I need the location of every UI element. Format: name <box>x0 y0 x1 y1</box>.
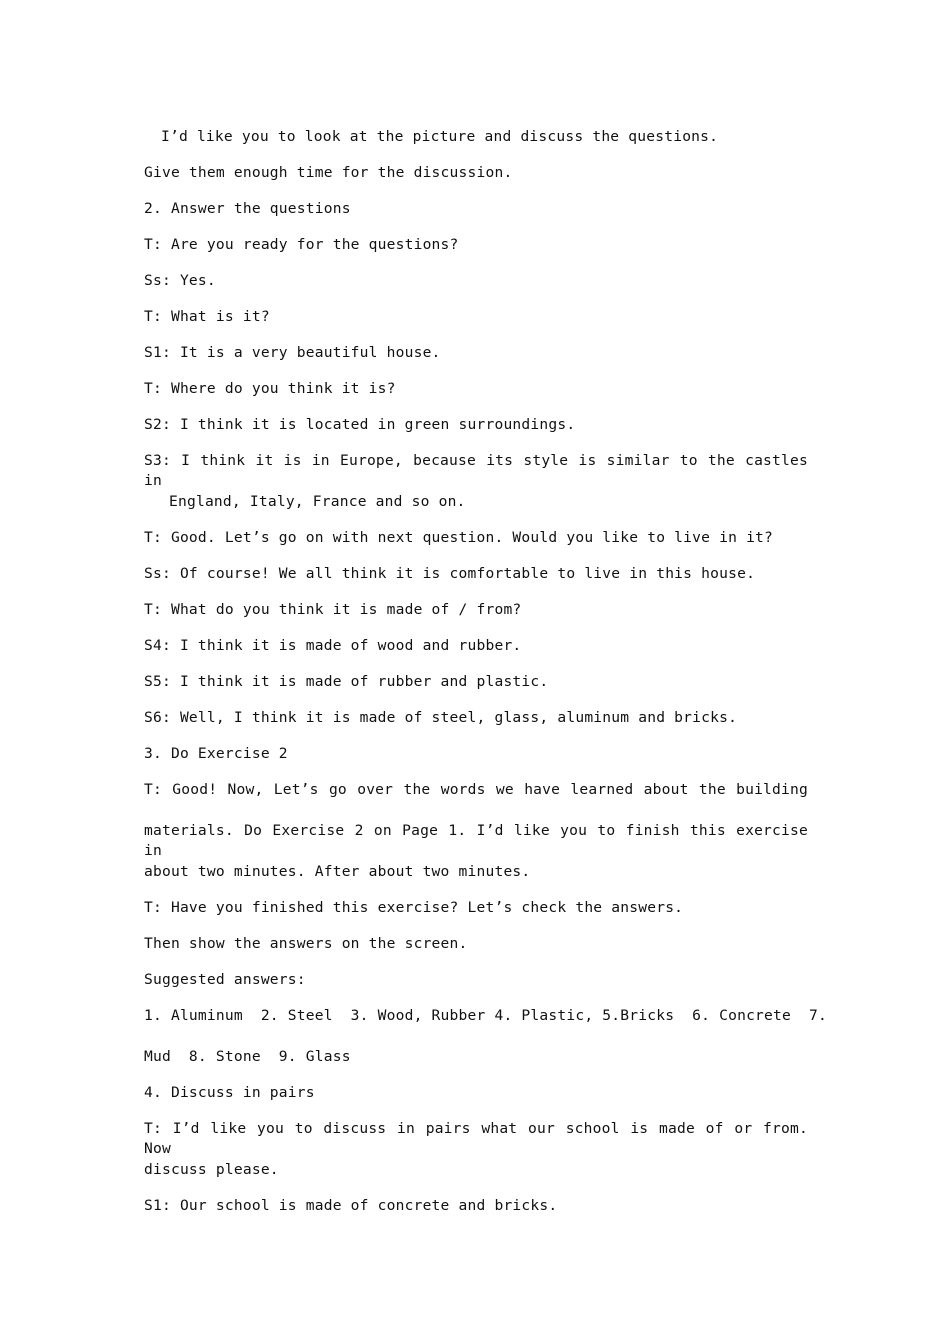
text-line: Then show the answers on the screen. <box>144 935 468 952</box>
dialogue-line: T: Good. Let’s go on with next question. Would you like to live in it? <box>144 529 774 546</box>
section-heading: 2. Answer the questions <box>144 200 351 217</box>
dialogue-line: T: Good! Now, Let’s go over the words we have learned about the building <box>144 781 808 798</box>
dialogue-line-continued: materials. Do Exercise 2 on Page 1. I’d like you to finish this exercise in <box>144 822 808 859</box>
section-heading: 3. Do Exercise 2 <box>144 745 288 762</box>
dialogue-line: S4: I think it is made of wood and rubber. <box>144 637 522 654</box>
dialogue-line-continued: discuss please. <box>144 1161 279 1178</box>
text-line: I’d like you to look at the picture and discuss the questions. <box>161 128 719 145</box>
dialogue-line: T: What is it? <box>144 308 270 325</box>
dialogue-line: S2: I think it is located in green surroundings. <box>144 416 576 433</box>
dialogue-line: T: I’d like you to discuss in pairs what our school is made of or from. Now <box>144 1120 808 1157</box>
dialogue-line: Ss: Yes. <box>144 272 216 289</box>
dialogue-line-continued: England, Italy, France and so on. <box>169 493 466 510</box>
dialogue-line: S3: I think it is in Europe, because its style is similar to the castles in <box>144 452 808 489</box>
dialogue-line: S1: Our school is made of concrete and bricks. <box>144 1197 558 1214</box>
answer-list: 1. Aluminum 2. Steel 3. Wood, Rubber 4. Plastic, 5.Bricks 6. Concrete 7. <box>144 1007 827 1024</box>
answer-list-continued: Mud 8. Stone 9. Glass <box>144 1048 351 1065</box>
dialogue-line: S5: I think it is made of rubber and plastic. <box>144 673 549 690</box>
dialogue-line-continued: about two minutes. After about two minutes. <box>144 863 531 880</box>
dialogue-line: S6: Well, I think it is made of steel, glass, aluminum and bricks. <box>144 709 738 726</box>
dialogue-line: T: Are you ready for the questions? <box>144 236 459 253</box>
dialogue-line: T: What do you think it is made of / from? <box>144 601 522 618</box>
text-line: Suggested answers: <box>144 971 306 988</box>
section-heading: 4. Discuss in pairs <box>144 1084 315 1101</box>
dialogue-line: T: Where do you think it is? <box>144 380 396 397</box>
dialogue-line: S1: It is a very beautiful house. <box>144 344 441 361</box>
dialogue-line: Ss: Of course! We all think it is comfortable to live in this house. <box>144 565 756 582</box>
dialogue-line: T: Have you finished this exercise? Let’s check the answers. <box>144 899 684 916</box>
text-line: Give them enough time for the discussion. <box>144 164 513 181</box>
